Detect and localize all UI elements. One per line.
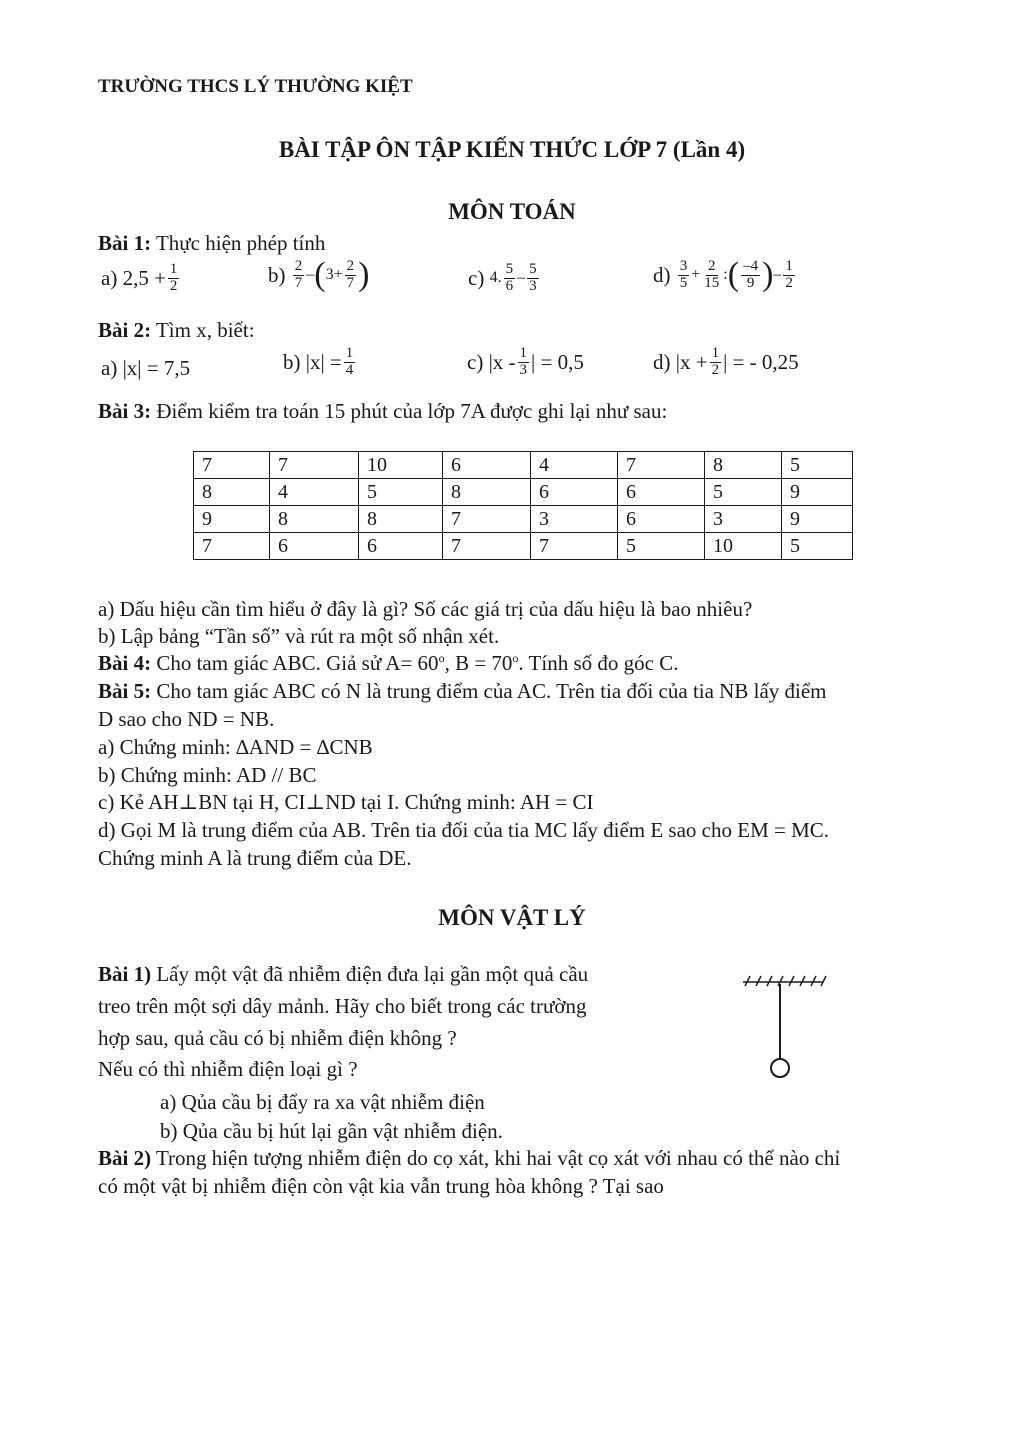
table-cell: 6 xyxy=(270,533,359,560)
bai5-text-cont: D sao cho ND = NB. xyxy=(98,707,275,731)
bai5-question-b: b) Chứng minh: AD // BC xyxy=(98,763,317,787)
table-cell: 3 xyxy=(705,506,782,533)
bai2-c: c) |x - $\frac{1}{3}$ | = 0,5 xyxy=(467,345,584,378)
bai2-d: d) |x + $\frac{1}{2}$ | = - 0,25 xyxy=(653,345,799,378)
bai3-question-b: b) Lập bảng “Tần số” và rút ra một số nhận xét. xyxy=(98,624,500,648)
bai1-c-fraction-1: $\frac{5}{6}$ xyxy=(505,261,514,294)
table-cell: 4 xyxy=(531,452,618,479)
table-cell: 8 xyxy=(443,479,531,506)
bai5-question-d-cont: Chứng minh A là trung điểm của DE. xyxy=(98,846,412,870)
bai1-c-label: c) xyxy=(468,265,485,290)
phys-bai2-line2: có một vật bị nhiễm điện còn vật kia vẫn trung hòa không ? Tại sao xyxy=(98,1174,664,1198)
bai5-question-d: d) Gọi M là trung điểm của AB. Trên tia đối của tia MC lấy điểm E sao cho EM = MC. xyxy=(98,818,830,842)
bai2-heading xyxy=(98,318,255,343)
bai1-a-lead: 2,5 + xyxy=(122,265,166,290)
table-cell: 5 xyxy=(782,533,853,560)
table-cell: 4 xyxy=(270,479,359,506)
ball-icon xyxy=(771,1059,789,1077)
bai1-a-fraction: $\frac{1}{2}$ xyxy=(169,261,178,294)
table-cell: 7 xyxy=(618,452,705,479)
bai1-d-fraction-2: $\frac{2}{15}$ xyxy=(704,257,720,291)
table-row xyxy=(194,506,853,533)
table-cell: 9 xyxy=(194,506,270,533)
hanging-ball-diagram xyxy=(735,968,835,1083)
table-cell: 5 xyxy=(782,452,853,479)
bai2-text: Tìm x, biết: xyxy=(155,318,255,342)
table-cell: 6 xyxy=(443,452,531,479)
scores-table xyxy=(193,451,853,560)
math-section-title: MÔN TOÁN xyxy=(448,199,576,224)
bai4-label: Bài 4: xyxy=(98,651,152,675)
bai2-b-fraction: $\frac{1}{4}$ xyxy=(345,345,354,378)
table-cell: 10 xyxy=(705,533,782,560)
bai3-question-a: a) Dấu hiệu cần tìm hiểu ở đây là gì? Số các giá trị của dấu hiệu là bao nhiêu? xyxy=(98,597,753,621)
phys-bai1-line2: treo trên một sợi dây mảnh. Hãy cho biết trong các trường xyxy=(98,994,587,1018)
bai2-a: a) |x| = 7,5 xyxy=(101,356,191,380)
bai1-a-label: a) xyxy=(101,265,118,290)
table-cell: 3 xyxy=(531,506,618,533)
bai5-label: Bài 5: xyxy=(98,679,152,703)
bai2-d-fraction: $\frac{1}{2}$ xyxy=(711,345,720,378)
bai1-b-fraction-1: $\frac{2}{7}$ xyxy=(294,257,303,291)
bai5-heading xyxy=(98,679,827,704)
phys-bai1-line4: Nếu có thì nhiễm điện loại gì ? xyxy=(98,1057,358,1081)
bai5-text: Cho tam giác ABC có N là trung điểm của AC. Trên tia đối của tia NB lấy điểm xyxy=(156,679,827,703)
bai1-d-fraction-4: $\frac{1}{2}$ xyxy=(785,257,793,291)
table-cell: 8 xyxy=(705,452,782,479)
bai1-b-fraction-2: $\frac{2}{7}$ xyxy=(346,257,355,291)
ceiling-hatching xyxy=(745,976,826,986)
bai1-c-fraction-2: $\frac{5}{3}$ xyxy=(529,261,537,294)
bai2-label: Bài 2: xyxy=(98,318,152,342)
bai4: Bài 4: Cho tam giác ABC. Giả sử $A= 60^o$, $B = 70^o$. Tính số đo góc C. xyxy=(98,651,679,675)
table-cell: 7 xyxy=(194,533,270,560)
bai1-d-fraction-3: $\frac{-4}{9}$ xyxy=(743,257,759,291)
phys-bai2-label: Bài 2) xyxy=(98,1146,152,1170)
bai1-text: Thực hiện phép tính xyxy=(155,231,326,255)
table-cell: 5 xyxy=(359,479,443,506)
table-cell: 7 xyxy=(270,452,359,479)
main-title: BÀI TẬP ÔN TẬP KIẾN THỨC LỚP 7 (Lần 4) xyxy=(278,137,746,162)
bai1-b: b) $\frac{2}{7}$ – ( 3+ $\frac{2}{7}$ ) xyxy=(268,256,370,293)
bai1-d-fraction-1: $\frac{3}{5}$ xyxy=(679,257,688,291)
bai1-heading xyxy=(98,231,325,256)
bai5-question-c: c) Kẻ AH⊥BN tại H, CI⊥ND tại I. Chứng minh: AH = CI xyxy=(98,790,594,814)
bai3-heading xyxy=(98,399,667,424)
bai1-b-label: b) xyxy=(268,262,286,287)
physics-section-title: MÔN VẬT LÝ xyxy=(438,905,586,930)
bai3-text: Điểm kiểm tra toán 15 phút của lớp 7A được ghi lại như sau: xyxy=(156,399,668,423)
phys-bai1-line1: Bài 1) Lấy một vật đã nhiễm điện đưa lại gần một quả cầu xyxy=(98,962,589,986)
bai2-b: b) |x| = $\frac{1}{4}$ xyxy=(283,345,354,378)
table-cell: 9 xyxy=(782,479,853,506)
bai1-d-label: d) xyxy=(653,262,671,287)
table-cell: 6 xyxy=(531,479,618,506)
table-cell: 8 xyxy=(194,479,270,506)
table-cell: 6 xyxy=(618,479,705,506)
table-cell: 7 xyxy=(443,506,531,533)
phys-bai1-question-a: a) Qủa cầu bị đẩy ra xa vật nhiễm điện xyxy=(160,1090,485,1114)
table-cell: 8 xyxy=(270,506,359,533)
table-row xyxy=(194,533,853,560)
table-cell: 5 xyxy=(618,533,705,560)
bai1-c: c) 4. $\frac{5}{6}$ – $\frac{5}{3}$ xyxy=(468,261,537,294)
bai1-label: Bài 1: xyxy=(98,231,152,255)
phys-bai1-question-b: b) Qủa cầu bị hút lại gần vật nhiễm điện. xyxy=(160,1119,503,1143)
table-cell: 6 xyxy=(618,506,705,533)
table-cell: 8 xyxy=(359,506,443,533)
table-row xyxy=(194,479,853,506)
table-row xyxy=(194,452,853,479)
phys-bai2-line1: Bài 2) Trong hiện tượng nhiễm điện do cọ xát, khi hai vật cọ xát với nhau có thể nào chỉ xyxy=(98,1146,841,1170)
table-cell: 7 xyxy=(443,533,531,560)
phys-bai1-label: Bài 1) xyxy=(98,962,152,986)
table-cell: 9 xyxy=(782,506,853,533)
school-name: TRƯỜNG THCS LÝ THƯỜNG KIỆT xyxy=(98,76,413,97)
bai2-c-fraction: $\frac{1}{3}$ xyxy=(519,345,528,378)
table-cell: 5 xyxy=(705,479,782,506)
table-cell: 10 xyxy=(359,452,443,479)
table-cell: 7 xyxy=(194,452,270,479)
bai3-label: Bài 3: xyxy=(98,399,152,423)
phys-bai1-line3: hợp sau, quả cầu có bị nhiễm điện không ? xyxy=(98,1026,457,1050)
table-cell: 6 xyxy=(359,533,443,560)
bai1-d: d) $\frac{3}{5}$ + $\frac{2}{15}$ : ( $\frac{-4}{9}$ ) – $\frac{1}{2}$ xyxy=(653,256,793,293)
table-cell: 7 xyxy=(531,533,618,560)
bai5-question-a: a) Chứng minh: ∆AND = ∆CNB xyxy=(98,735,373,759)
bai1-a xyxy=(101,262,181,295)
